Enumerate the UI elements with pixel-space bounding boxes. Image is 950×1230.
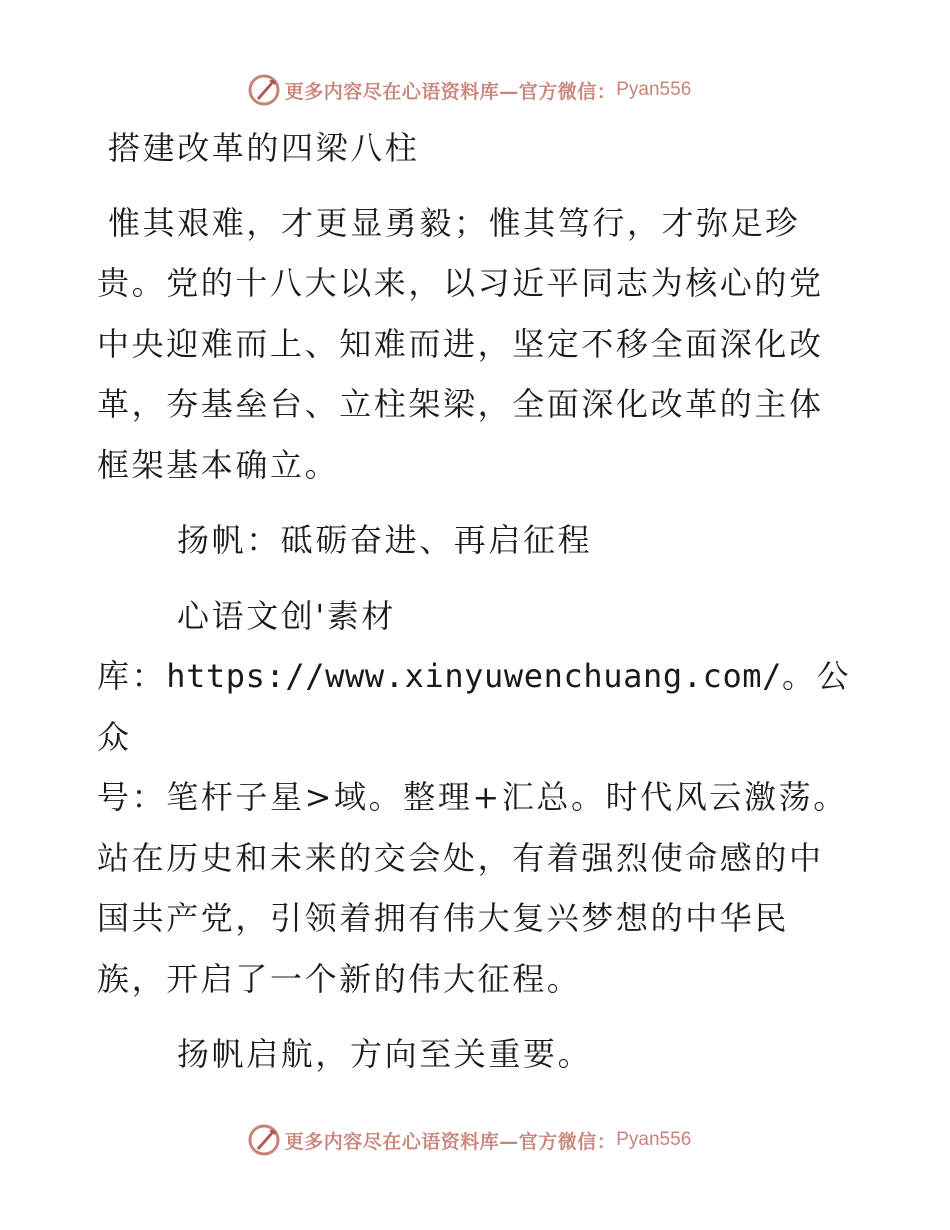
watermark-text: 更多内容尽在心语资料库—官方微信： [284,80,617,103]
watermark-handle: Pyan556 [616,79,692,100]
paragraph-4: 扬帆启航，方向至关重要。 [177,1035,593,1073]
watermark-header [0,70,950,110]
paragraph-3-line-2 [97,646,857,767]
quill-circle-icon [247,1123,281,1157]
document-body [97,118,857,1100]
website-url: https://www.xinyuwenchuang.com/ [166,657,783,695]
paragraph-3-line-1: 心语文创'素材 [177,596,396,635]
paragraph-3-prefix: 库： [97,657,167,695]
quill-circle-icon [247,73,281,107]
paragraph-1: 惟其艰难，才更显勇毅；惟其笃行，才弥足珍贵。党的十八大以来，以习近平同志为核心的党中央迎难而上、知难而进，坚定不移全面深化改革，夯基垒台、立柱架梁，全面深化改革的主体框架基本确立。 [97,203,824,484]
watermark-text: 更多内容尽在心语资料库—官方微信： [284,1130,617,1153]
watermark-handle: Pyan556 [616,1129,692,1150]
paragraph-3-body: 号：笔杆子星>域。整理+汇总。时代风云激荡。站在历史和未来的交会处，有着强烈使命感的中国共产党，引领着拥有伟大复兴梦想的中华民族，开启了一个新的伟大征程。 [97,778,848,998]
document-title: 搭建改革的四梁八柱 [108,129,420,167]
watermark-footer [0,1120,950,1160]
paragraph-3-suffix: 。公众 [97,657,852,756]
paragraph-2: 扬帆：砥砺奋进、再启征程 [177,521,593,559]
